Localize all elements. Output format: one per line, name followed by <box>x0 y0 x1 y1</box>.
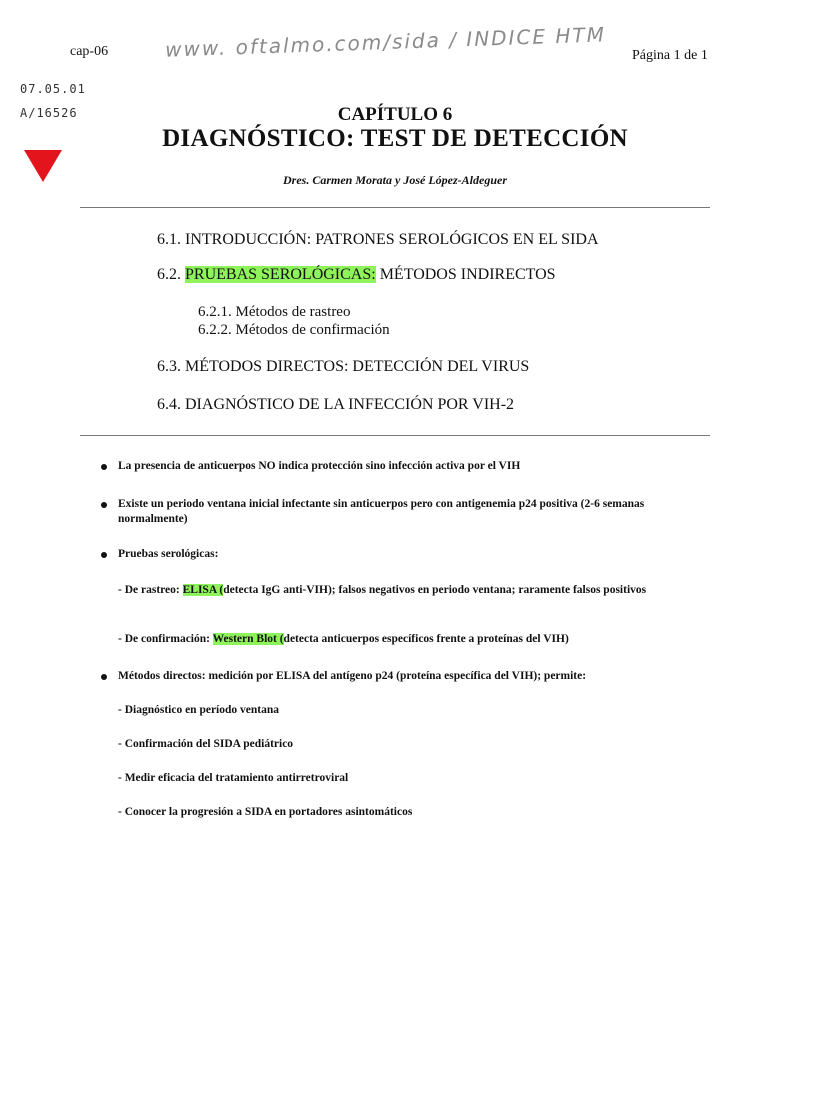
note-sub-item: - Confirmación del SIDA pediátrico <box>118 738 294 750</box>
divider-top <box>80 207 710 208</box>
note-bullet-1: La presencia de anticuerpos NO indica protección sino infección activa por el VIH <box>118 460 521 472</box>
highlighted-text: ELISA ( <box>182 584 224 596</box>
note-sub-item: - Medir eficacia del tratamiento antirretroviral <box>118 772 349 784</box>
chapter-title: DIAGNÓSTICO: TEST DE DETECCIÓN <box>162 125 628 152</box>
divider-bottom <box>80 435 710 436</box>
bullet-icon <box>101 464 107 470</box>
highlighted-text: Western Blot ( <box>212 633 284 645</box>
toc-item-text: MÉTODOS INDIRECTOS <box>375 266 556 283</box>
toc-subitem-6-2-1: 6.2.1. Métodos de rastreo <box>198 304 351 320</box>
note-sub-text: detecta IgG anti-VIH); falsos negativos en periodo ventana; raramente falsos positivos <box>223 584 647 596</box>
page-number: Página 1 de 1 <box>632 48 708 63</box>
toc-item-6-3: 6.3. MÉTODOS DIRECTOS: DETECCIÓN DEL VIRUS <box>157 358 530 375</box>
stamp-id: A/16526 <box>20 106 78 120</box>
bullet-icon <box>101 674 107 680</box>
toc-item-number: 6.2. <box>157 266 185 283</box>
note-sub-confirmacion <box>118 632 693 647</box>
note-bullet-3: Pruebas serológicas: <box>118 548 219 560</box>
chapter-authors: Dres. Carmen Morata y José López-Aldeguer <box>283 173 507 187</box>
note-sub-prefix: - De confirmación: <box>118 633 213 645</box>
note-sub-prefix: - De rastreo: <box>118 584 183 596</box>
toc-item-6-1: 6.1. INTRODUCCIÓN: PATRONES SEROLÓGICOS EN EL SIDA <box>157 231 599 248</box>
bullet-icon <box>101 502 107 508</box>
toc-item-6-2 <box>157 266 556 284</box>
note-sub-text: detecta anticuerpos específicos frente a proteínas del VIH) <box>283 633 569 645</box>
chapter-label: CAPÍTULO 6 <box>337 104 453 125</box>
toc-item-6-4: 6.4. DIAGNÓSTICO DE LA INFECCIÓN POR VIH-2 <box>157 396 515 413</box>
note-sub-item: - Conocer la progresión a SIDA en portadores asintomáticos <box>118 806 413 818</box>
highlighted-text: PRUEBAS SEROLÓGICAS: <box>185 266 376 283</box>
note-sub-rastreo <box>118 583 693 598</box>
stamp-date: 07.05.01 <box>20 82 86 96</box>
bullet-icon <box>101 552 107 558</box>
toc-subitem-6-2-2: 6.2.2. Métodos de confirmación <box>198 322 390 338</box>
page-header-label: cap-06 <box>70 44 109 59</box>
note-bullet-2: Existe un periodo ventana inicial infectante sin anticuerpos pero con antigenemia p24 positiva (2-6 semanas normalmente) <box>118 498 645 525</box>
handwritten-url-note: www. oftalmo.com/sida / INDICE HTM <box>164 22 607 62</box>
note-bullet-4: Métodos directos: medición por ELISA del antígeno p24 (proteína específica del VIH); permite: <box>118 670 587 682</box>
note-sub-item: - Diagnóstico en período ventana <box>118 704 279 716</box>
